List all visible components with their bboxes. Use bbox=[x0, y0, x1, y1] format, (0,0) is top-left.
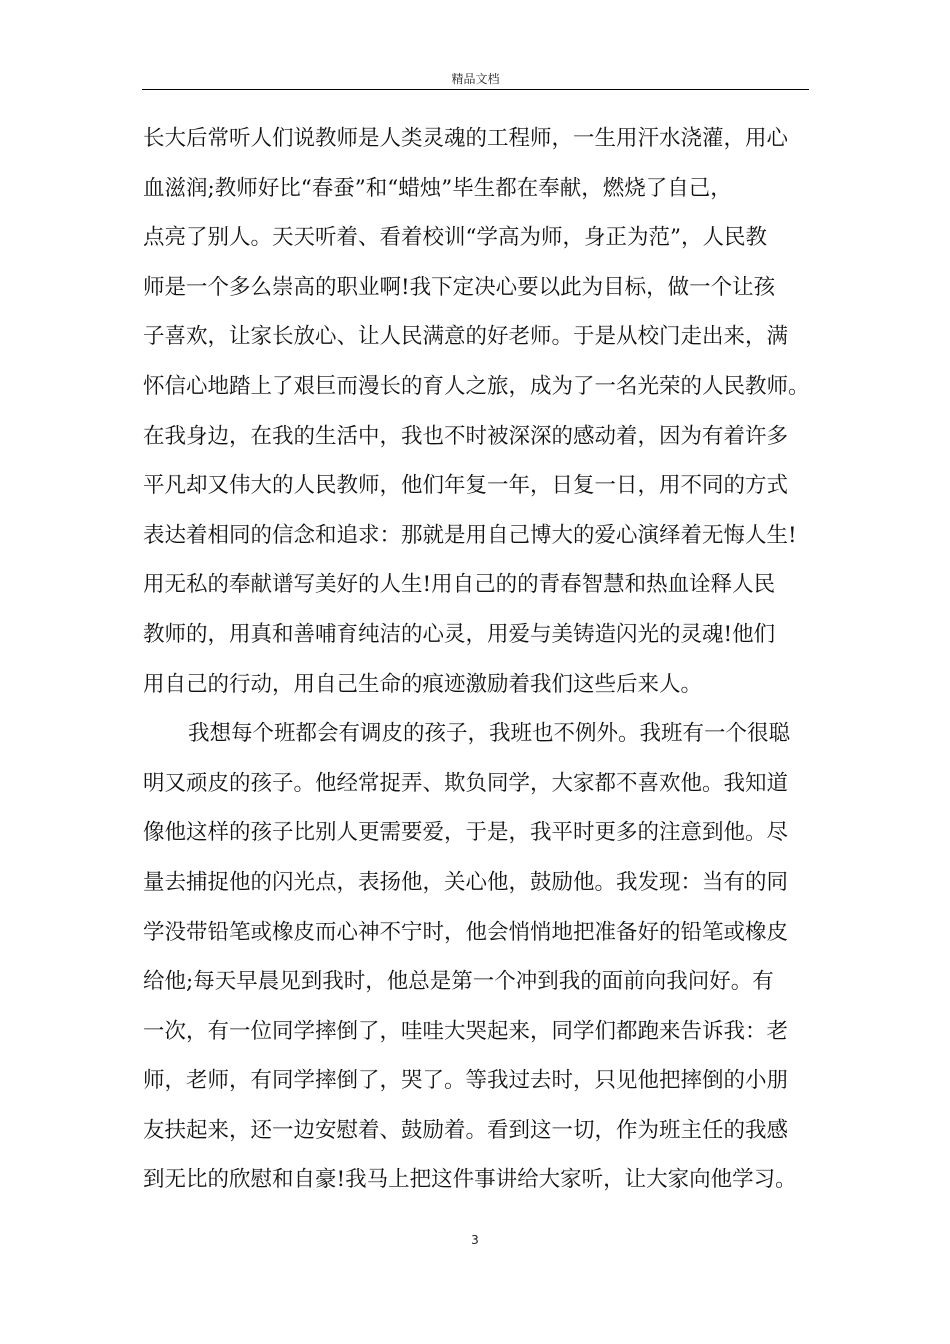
text-line: 师，老师，有同学摔倒了，哭了。等我过去时，只见他把摔倒的小朋 bbox=[143, 1068, 789, 1094]
text-line: 点亮了别人。天天听着、看着校训“学高为师，身正为范”，人民教 bbox=[143, 225, 767, 251]
text-line: 长大后常听人们说教师是人类灵魂的工程师，一生用汗水浇灌，用心 bbox=[143, 126, 789, 151]
page-number: 3 bbox=[471, 1233, 479, 1247]
text-line: 量去捕捉他的闪光点，表扬他，关心他，鼓励他。我发现：当有的同 bbox=[143, 869, 789, 895]
paragraph-start-line: 我想每个班都会有调皮的孩子，我班也不例外。我班有一个很聪 bbox=[188, 721, 791, 747]
text-line: 学没带铅笔或橡皮而心神不宁时，他会悄悄地把准备好的铅笔或橡皮 bbox=[143, 919, 789, 945]
text-line: 像他这样的孩子比别人更需要爱，于是，我平时更多的注意到他。尽 bbox=[143, 820, 789, 846]
text-line: 到无比的欣慰和自豪!我马上把这件事讲给大家听，让大家向他学习。 bbox=[143, 1167, 797, 1193]
text-line: 怀信心地踏上了艰巨而漫长的育人之旅，成为了一名光荣的人民教师。 bbox=[143, 373, 810, 399]
text-line: 在我身边，在我的生活中，我也不时被深深的感动着，因为有着许多 bbox=[143, 423, 789, 449]
text-line: 教师的，用真和善哺育纯洁的心灵，用爱与美铸造闪光的灵魂!他们 bbox=[143, 621, 776, 647]
text-line: 给他;每天早晨见到我时，他总是第一个冲到我的面前向我问好。有 bbox=[143, 969, 774, 995]
text-line: 明又顽皮的孩子。他经常捉弄、欺负同学，大家都不喜欢他。我知道 bbox=[143, 770, 789, 796]
text-line: 一次，有一位同学摔倒了，哇哇大哭起来，同学们都跑来告诉我：老 bbox=[143, 1018, 789, 1044]
text-line: 血滋润;教师好比“春蚕”和“蜡烛”毕生都在奉献，燃烧了自己， bbox=[143, 175, 732, 201]
text-line: 用自己的行动，用自己生命的痕迹激励着我们这些后来人。 bbox=[143, 671, 703, 697]
body-text bbox=[143, 114, 815, 1205]
text-line: 友扶起来，还一边安慰着、鼓励着。看到这一切，作为班主任的我感 bbox=[143, 1117, 789, 1143]
header-title: 精品文档 bbox=[451, 72, 500, 86]
text-line: 平凡却又伟大的人民教师，他们年复一年，日复一日，用不同的方式 bbox=[143, 473, 789, 499]
page-header bbox=[142, 70, 809, 90]
text-line: 子喜欢，让家长放心、让人民满意的好老师。于是从校门走出来，满 bbox=[143, 324, 789, 350]
text-line: 表达着相同的信念和追求：那就是用自己博大的爱心演绎着无悔人生! bbox=[143, 522, 797, 548]
text-line: 师是一个多么崇高的职业啊!我下定决心要以此为目标，做一个让孩 bbox=[143, 274, 776, 300]
text-line: 用无私的奉献谱写美好的人生!用自己的的青春智慧和热血诠释人民 bbox=[143, 572, 776, 598]
